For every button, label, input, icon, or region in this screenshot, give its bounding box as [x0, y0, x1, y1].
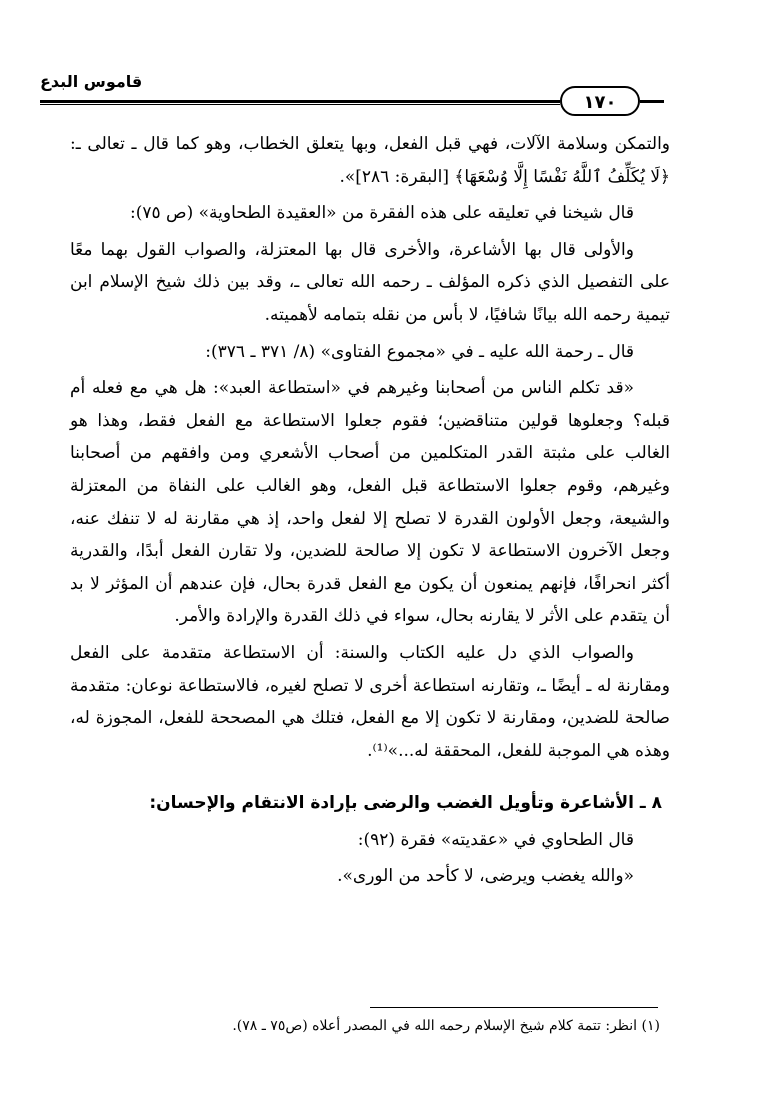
paragraph-6: والصواب الذي دل عليه الكتاب والسنة: أن الاستطاعة متقدمة على الفعل ومقارنة له ـ أيضًا ـ، وتقارنه استطاعة أخرى لا تصلح لغيره، فالاستطاعة نوعان: متقدمة صالحة للضدين، ومقارنة لا تكون إلا مع الفعل، فتلك هي المصححة للفعل، المجوزة له، وهذه هي الموجبة للفعل، المحققة له...»⁽¹⁾.	[70, 642, 670, 761]
header-rule-right	[640, 100, 664, 103]
paragraph-1: والتمكن وسلامة الآلات، فهي قبل الفعل، وبها يتعلق الخطاب، وهو كما قال ـ تعالى ـ: ﴿لَا يُكَلِّفُ ٱللَّهُ نَفْسًا إِلَّا وُسْعَهَا﴾ [البقرة: ٢٨٦]».	[70, 134, 670, 187]
header-rule	[40, 100, 560, 103]
book-title: قاموس البدع	[40, 72, 143, 91]
header-rule-thin	[40, 104, 560, 105]
footnote-divider	[370, 1007, 658, 1008]
paragraph-2: قال شيخنا في تعليقه على هذه الفقرة من «العقيدة الطحاوية» (ص ٧٥):	[130, 203, 634, 224]
page-header	[0, 58, 759, 118]
paragraph-8: «والله يغضب ويرضى، لا كأحد من الورى».	[337, 866, 634, 887]
section-heading: ٨ ـ الأشاعرة وتأويل الغضب والرضى بإرادة الانتقام والإحسان:	[149, 793, 662, 814]
paragraph-3: والأولى قال بها الأشاعرة، والأخرى قال بها المعتزلة، والصواب القول بهما معًا على التفصيل الذي ذكره المؤلف ـ رحمه الله تعالى ـ، وقد بين ذلك شيخ الإسلام ابن تيمية رحمه الله بيانًا شافيًا، لا بأس من نقله بتمامه لأهميته.	[70, 239, 670, 325]
paragraph-4: قال ـ رحمة الله عليه ـ في «مجموع الفتاوى» (٨/ ٣٧١ ـ ٣٧٦):	[205, 341, 634, 362]
paragraph-7: قال الطحاوي في «عقديته» فقرة (٩٢):	[357, 829, 634, 850]
page-number: ١٧٠	[560, 86, 640, 116]
paragraph-5: «قد تكلم الناس من أصحابنا وغيرهم في «استطاعة العبد»: هل هي مع فعله أم قبله؟ وجعلوها قولين متناقضين؛ فقوم جعلوا الاستطاعة مع الفعل فقط، وهذا هو الغالب على مثبتة القدر المتكلمين من أصحاب الأشعري ومن وافقهم من أصحابنا وغيرهم، وقوم جعلوا الاستطاعة قبل الفعل، وهو الغالب على النفاة من المعتزلة والشيعة، وجعل الأولون القدرة لا تصلح إلا لفعل واحد، إذ هي مقارنة له لا تنفك عنه، وجعل الآخرون الاستطاعة لا تكون إلا صالحة للضدين، ولا تقارن الفعل أبدًا، والقدرية أكثر انحرافًا، فإنهم يمنعون أن يكون مع الفعل قدرة بحال، فإن عندهم أن المؤثر لا بد أن يتقدم على الأثر لا يقارنه بحال، سواء في ذلك القدرة والإرادة والأمر.	[70, 378, 670, 627]
footnote: (١) انظر: تتمة كلام شيخ الإسلام رحمه الله في المصدر أعلاه (ص٧٥ ـ ٧٨).	[232, 1018, 660, 1034]
main-text	[70, 128, 670, 897]
